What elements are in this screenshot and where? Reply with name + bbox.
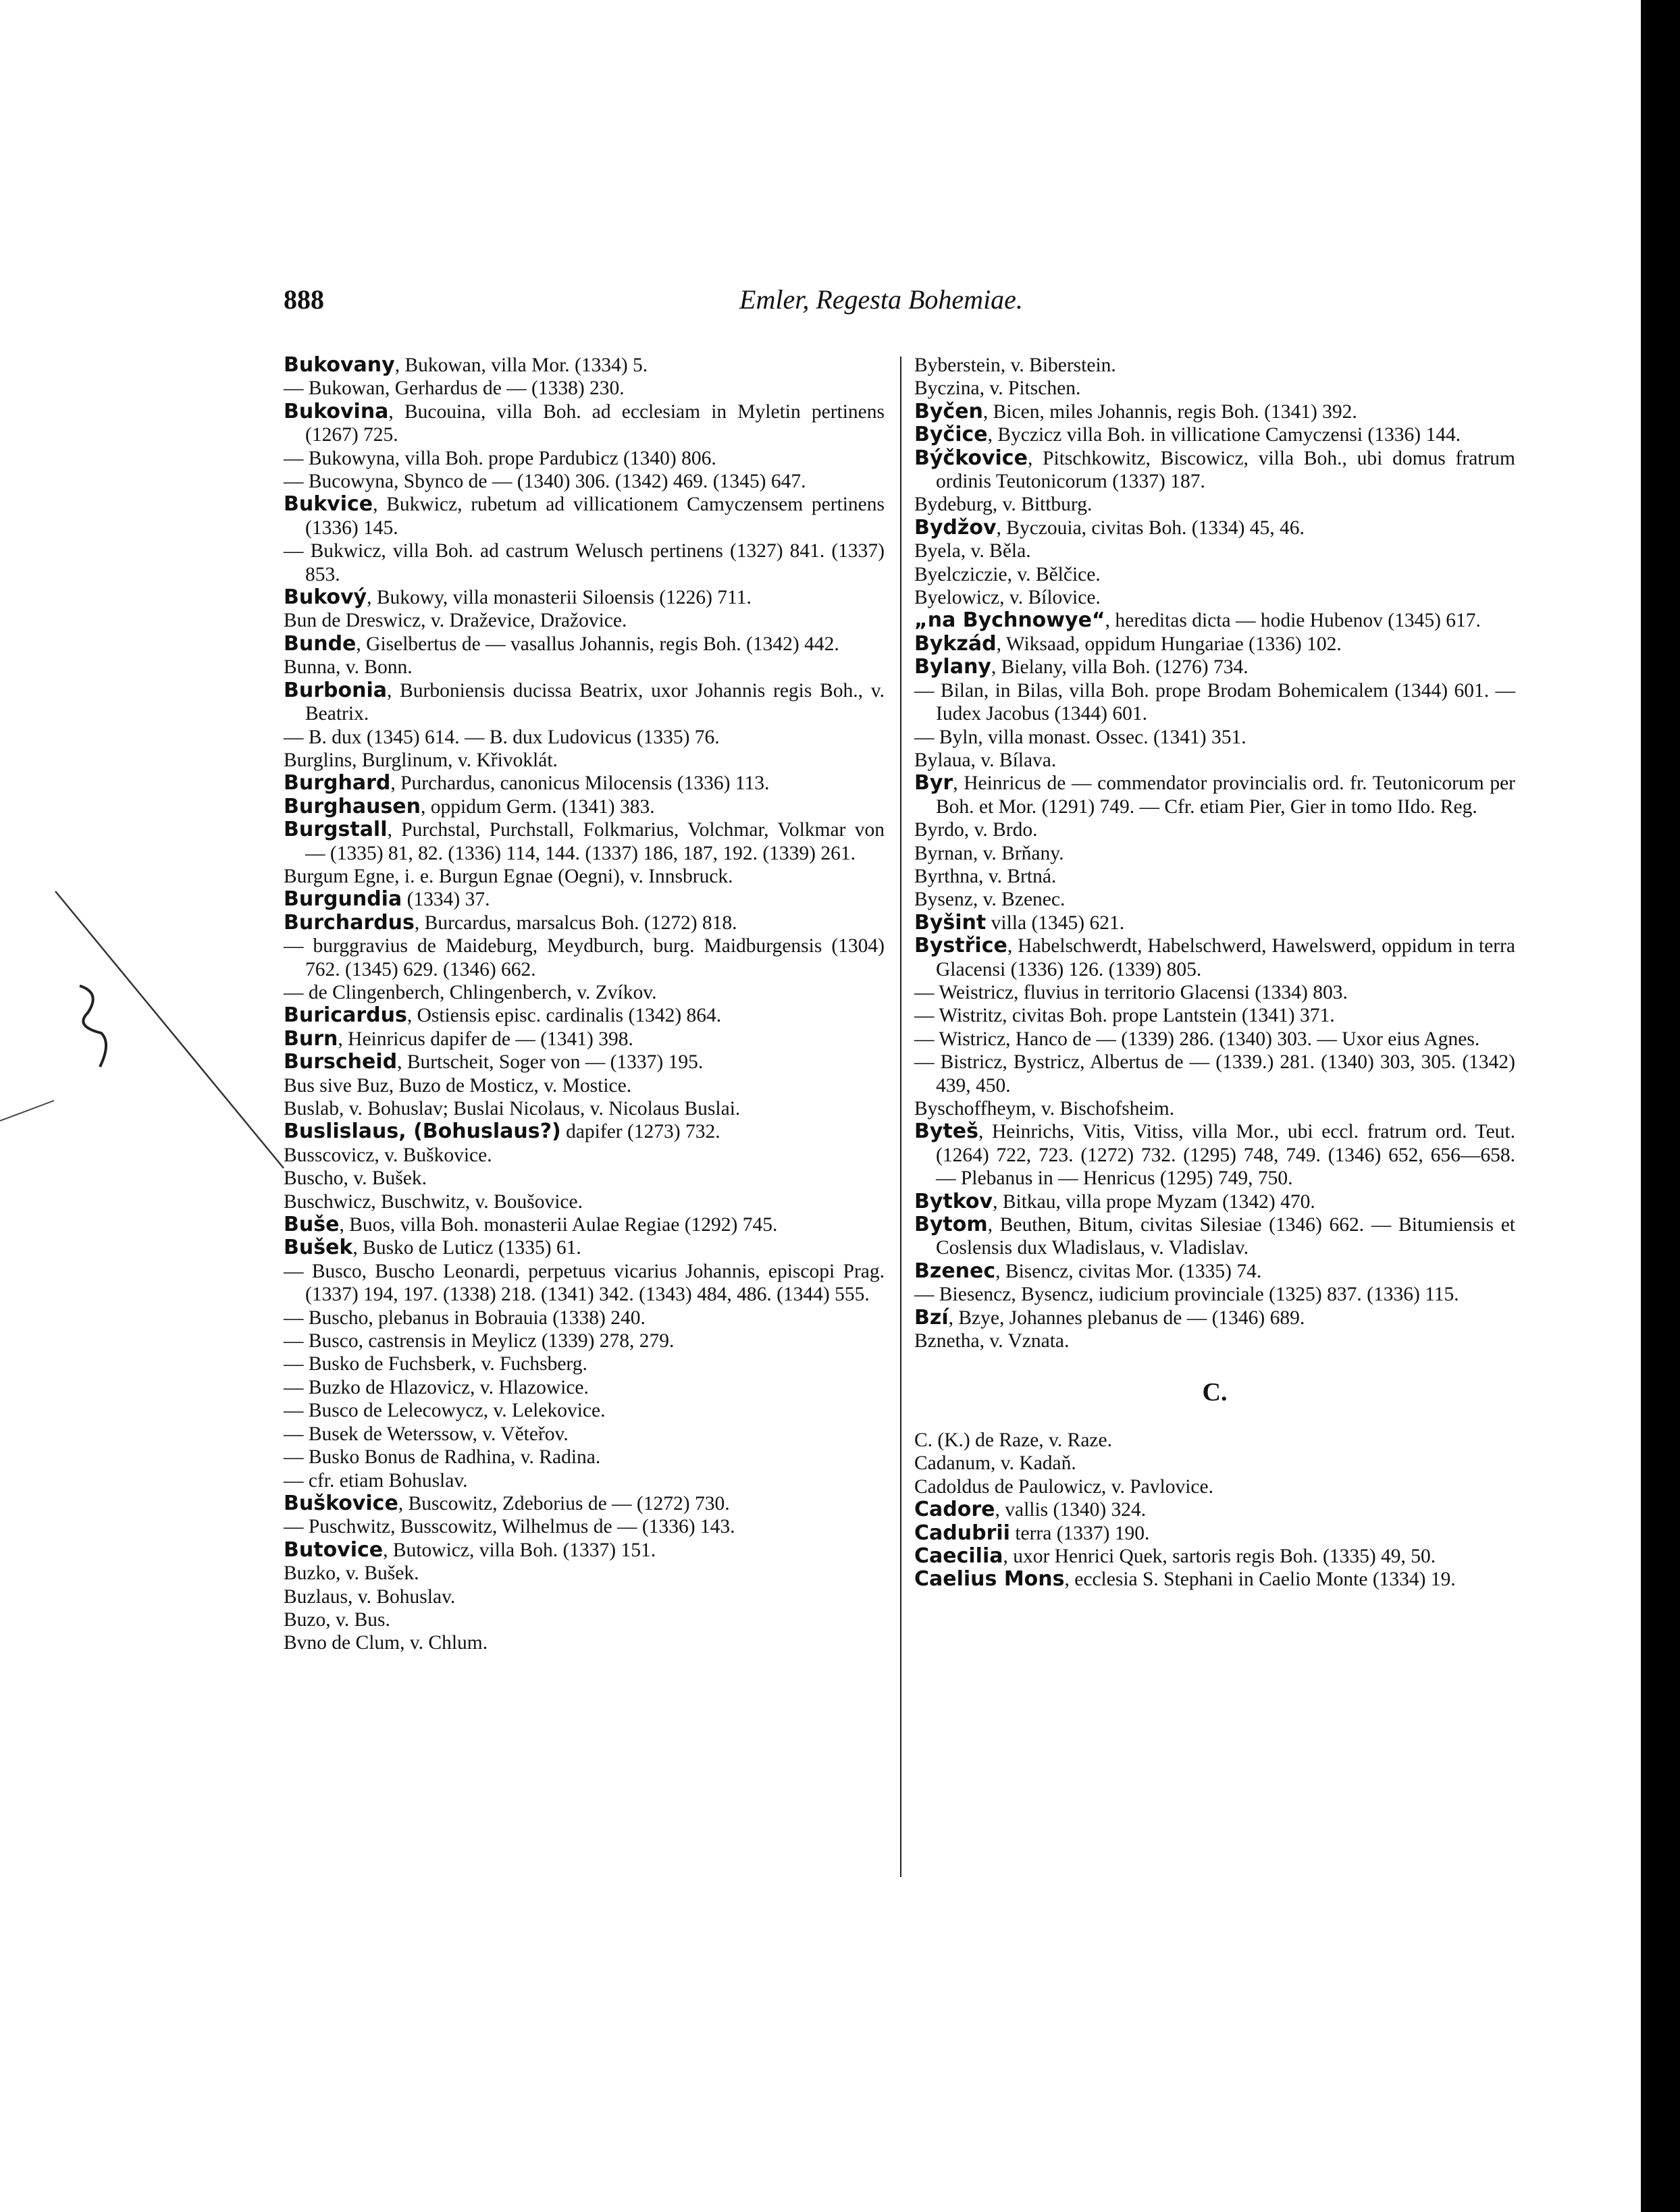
- index-entry: [914, 563, 1515, 586]
- index-entry: [914, 609, 1515, 632]
- entry-text: — Wistricz, Hanco de — (1339) 286. (1340) 303. — Uxor eius Agnes.: [914, 1028, 1480, 1050]
- entry-text: Bvno de Clum, v. Chlum.: [284, 1632, 488, 1654]
- index-entry: [914, 1522, 1515, 1545]
- index-entry: [284, 1352, 885, 1375]
- entry-text: villa (1345) 621.: [986, 912, 1125, 934]
- entry-text: Byela, v. Běla.: [914, 540, 1031, 562]
- scan-pencil-mark: [80, 986, 106, 1067]
- index-entry: [914, 1190, 1515, 1213]
- entry-headword: Burghausen: [284, 794, 421, 818]
- index-entry: [284, 1492, 885, 1515]
- index-entry: [284, 539, 885, 586]
- index-entry: [284, 609, 885, 632]
- entry-text: , Purchstal, Purchstall, Folkmarius, Volchmar, Volkmar von — (1335) 81, 82. (1336) 114, 144. (1337) 186, 187, 192. (1339) 261.: [305, 819, 885, 864]
- entry-headword: Byčen: [914, 399, 983, 423]
- entry-headword: Burscheid: [284, 1050, 398, 1074]
- entry-headword: Buškovice: [284, 1491, 398, 1515]
- index-entry: [284, 354, 885, 377]
- entry-text: Byelowicz, v. Bílovice.: [914, 587, 1101, 609]
- index-entry: [914, 749, 1515, 772]
- entry-text: Bylaua, v. Bílava.: [914, 749, 1057, 771]
- index-entry: [914, 517, 1515, 539]
- entry-text: , Bukwicz, rubetum ad villicationem Camyczensem pertinens (1336) 145.: [305, 494, 885, 539]
- entry-text: Cadoldus de Paulowicz, v. Pavlovice.: [914, 1475, 1213, 1498]
- index-entry: [914, 1004, 1515, 1027]
- entry-text: (1334) 37.: [402, 889, 490, 911]
- entry-headword: Bydžov: [914, 515, 997, 539]
- entry-text: , ecclesia S. Stephani in Caelio Monte (1334) 19.: [1064, 1569, 1456, 1591]
- entry-text: — Bukowyna, villa Boh. prope Pardubicz (1340) 806.: [284, 447, 716, 469]
- entry-text: — Biesencz, Bysencz, iudicium provinciale (1325) 837. (1336) 115.: [914, 1284, 1459, 1306]
- index-entry: [914, 1051, 1515, 1097]
- index-entry: [914, 842, 1515, 865]
- index-entry: [914, 818, 1515, 841]
- index-entry: [284, 400, 885, 447]
- entry-headword: Buslislaus, (Bohuslaus?): [284, 1120, 561, 1144]
- entry-text: Buzo, v. Bus.: [284, 1608, 390, 1631]
- entry-text: Bus sive Buz, Buzo de Mosticz, v. Mostice.: [284, 1074, 632, 1097]
- entry-text: — Buzko de Hlazovicz, v. Hlazowice.: [284, 1376, 589, 1398]
- index-entry: [914, 377, 1515, 400]
- index-entry: [284, 679, 885, 726]
- entry-headword: Bylany: [914, 655, 991, 679]
- entry-text: Byschoffheym, v. Bischofsheim.: [914, 1098, 1175, 1120]
- entry-text: , Bukowy, villa monasterii Siloensis (1226) 711.: [367, 587, 752, 609]
- page-number: 888: [284, 284, 324, 315]
- entry-text: Burglins, Burglinum, v. Křivoklát.: [284, 749, 558, 771]
- index-entry: [914, 1429, 1515, 1452]
- index-entry: [284, 749, 885, 772]
- entry-headword: Byteš: [914, 1120, 978, 1144]
- entry-text: , Busko de Luticz (1335) 61.: [352, 1237, 581, 1259]
- index-entry: [284, 981, 885, 1004]
- index-entry: [914, 1475, 1515, 1498]
- entry-text: — Busco, castrensis in Meylicz (1339) 278, 279.: [284, 1330, 675, 1352]
- index-entry: [914, 1329, 1515, 1352]
- index-entry: [284, 1585, 885, 1608]
- index-entry: [284, 1376, 885, 1399]
- entry-text: — de Clingenberch, Chlingenberch, v. Zvíkov.: [284, 981, 657, 1003]
- index-entry: [914, 1120, 1515, 1190]
- index-entry: [284, 1190, 885, 1213]
- entry-text: , Byczicz villa Boh. in villicatione Camyczensi (1336) 144.: [987, 424, 1461, 446]
- entry-headword: Byr: [914, 771, 953, 795]
- entry-text: — cfr. etiam Bohuslav.: [284, 1469, 468, 1492]
- entry-headword: Burchardus: [284, 910, 415, 934]
- index-entry: [284, 447, 885, 470]
- entry-text: — Busko de Fuchsberk, v. Fuchsberg.: [284, 1353, 587, 1375]
- entry-headword: Bunde: [284, 631, 357, 656]
- index-entry: [284, 1074, 885, 1097]
- entry-text: Cadanum, v. Kadaň.: [914, 1452, 1076, 1475]
- index-entry: [914, 726, 1515, 749]
- entry-headword: Býčkovice: [914, 446, 1028, 470]
- entry-headword: Bzenec: [914, 1259, 996, 1283]
- index-entry: [284, 1051, 885, 1074]
- entry-text: , Burboniensis ducissa Beatrix, uxor Johannis regis Boh., v. Beatrix.: [305, 679, 885, 725]
- index-entry: [914, 772, 1515, 818]
- index-entry: [284, 1423, 885, 1446]
- entry-headword: Byšint: [914, 910, 987, 934]
- entry-text: Buzlaus, v. Bohuslav.: [284, 1585, 456, 1608]
- index-entry: [284, 1120, 885, 1143]
- entry-text: , vallis (1340) 324.: [995, 1499, 1147, 1521]
- index-entry: [914, 1260, 1515, 1283]
- entry-text: , hereditas dicta — hodie Hubenov (1345) 617.: [1105, 610, 1481, 632]
- index-entry: [914, 1028, 1515, 1051]
- index-entry: [284, 1236, 885, 1259]
- entry-text: Byberstein, v. Biberstein.: [914, 354, 1116, 376]
- index-entry: [914, 633, 1515, 656]
- entry-text: Bznetha, v. Vznata.: [914, 1330, 1070, 1352]
- entry-headword: Burn: [284, 1026, 338, 1051]
- entry-text: , Buos, villa Boh. monasterii Aulae Regiae (1292) 745.: [339, 1214, 778, 1236]
- entry-text: — Bukowan, Gerhardus de — (1338) 230.: [284, 377, 625, 400]
- entry-text: , Bzye, Johannes plebanus de — (1346) 689.: [948, 1307, 1305, 1329]
- index-entry: [284, 888, 885, 911]
- entry-headword: Caecilia: [914, 1544, 1003, 1568]
- index-entry: [914, 865, 1515, 888]
- entry-headword: Bytkov: [914, 1189, 993, 1213]
- entry-headword: Bystřice: [914, 934, 1007, 958]
- index-entry: [914, 1213, 1515, 1260]
- entry-text: Bydeburg, v. Bittburg.: [914, 494, 1093, 516]
- index-entry: [284, 586, 885, 609]
- scan-page-edge: [1641, 0, 1680, 2212]
- entry-text: — Bucowyna, Sbynco de — (1340) 306. (1342) 469. (1345) 647.: [284, 471, 806, 493]
- running-title: Emler, Regesta Bohemiae.: [739, 284, 1023, 315]
- entry-text: terra (1337) 190.: [1009, 1522, 1150, 1544]
- index-entry: [914, 1568, 1515, 1591]
- index-entry: [284, 1213, 885, 1236]
- entry-headword: Burgundia: [284, 887, 402, 912]
- index-entry: [284, 1144, 885, 1167]
- index-entry: [284, 726, 885, 749]
- entry-text: , Burtscheit, Soger von — (1337) 195.: [397, 1051, 704, 1074]
- index-entry: [914, 934, 1515, 981]
- entry-text: , Heinricus dapifer de — (1341) 398.: [338, 1028, 633, 1050]
- entry-text: , uxor Henrici Quek, sartoris regis Boh. (1335) 49, 50.: [1003, 1545, 1436, 1567]
- entry-headword: Bzí: [914, 1305, 949, 1329]
- entry-headword: „na Bychnowye“: [914, 608, 1105, 633]
- entry-text: dapifer (1273) 732.: [560, 1121, 720, 1143]
- entry-text: Buscho, v. Bušek.: [284, 1167, 427, 1190]
- index-entry: [284, 377, 885, 400]
- index-entry: [284, 818, 885, 865]
- entry-text: , Purchardus, canonicus Milocensis (1336) 113.: [390, 772, 770, 795]
- index-entry: [914, 493, 1515, 516]
- entry-text: Bysenz, v. Bzenec.: [914, 889, 1066, 911]
- entry-text: Buschwicz, Buschwitz, v. Boušovice.: [284, 1190, 583, 1213]
- entry-text: — Busek de Weterssow, v. Věteřov.: [284, 1423, 569, 1445]
- entry-headword: Burghard: [284, 771, 391, 795]
- entry-headword: Burgstall: [284, 818, 388, 842]
- entry-text: , Burcardus, marsalcus Boh. (1272) 818.: [414, 912, 737, 934]
- entry-text: Byelcziczie, v. Bělčice.: [914, 563, 1101, 585]
- entry-text: Buzko, v. Bušek.: [284, 1562, 419, 1585]
- entry-text: — Byln, villa monast. Ossec. (1341) 351.: [914, 726, 1246, 748]
- entry-text: — B. dux (1345) 614. — B. dux Ludovicus (1335) 76.: [284, 726, 720, 748]
- index-entry: [914, 912, 1515, 934]
- index-entry: [284, 1307, 885, 1329]
- index-entry: [284, 1469, 885, 1492]
- index-entry: [914, 888, 1515, 911]
- entry-text: , Bielany, villa Boh. (1276) 734.: [991, 656, 1249, 679]
- index-entry: [914, 981, 1515, 1004]
- entry-text: — Buscho, plebanus in Bobrauia (1338) 240.: [284, 1307, 646, 1329]
- index-entry: [284, 656, 885, 679]
- index-entry: [914, 539, 1515, 562]
- index-entry: [284, 1608, 885, 1631]
- entry-headword: Butovice: [284, 1537, 384, 1562]
- entry-headword: Bukvice: [284, 492, 373, 517]
- entry-text: — Puschwitz, Busscowitz, Wilhelmus de — (1336) 143.: [284, 1516, 735, 1538]
- index-entry: [284, 1260, 885, 1307]
- entry-text: , Bitkau, villa prope Myzam (1342) 470.: [993, 1190, 1315, 1213]
- entry-text: , Byczouia, civitas Boh. (1334) 45, 46.: [996, 517, 1305, 539]
- right-column: [914, 354, 1515, 1591]
- entry-text: , Bisencz, civitas Mor. (1335) 74.: [995, 1260, 1262, 1282]
- entry-headword: Caelius Mons: [914, 1567, 1065, 1591]
- entry-text: — Bukwicz, villa Boh. ad castrum Welusch pertinens (1327) 841. (1337) 853.: [284, 540, 885, 585]
- entry-text: — Bilan, in Bilas, villa Boh. prope Brodam Bohemicalem (1344) 601. — Iudex Jacobus (1344) 601.: [914, 679, 1515, 725]
- entry-text: — burggravius de Maideburg, Meydburch, burg. Maidburgensis (1304) 762. (1345) 629. (1346) 662.: [284, 935, 885, 980]
- entry-text: — Busco de Lelecowycz, v. Lelekovice.: [284, 1400, 606, 1422]
- entry-headword: Bukovany: [284, 353, 395, 377]
- entry-text: Burgum Egne, i. e. Burgun Egnae (Oegni), v. Innsbruck.: [284, 865, 733, 887]
- index-entry: [284, 795, 885, 818]
- section-letter: C.: [1202, 1378, 1228, 1407]
- index-entry: [284, 1004, 885, 1027]
- index-entry: [914, 1452, 1515, 1475]
- column-divider: [900, 357, 901, 1877]
- entry-text: , Ostiensis episc. cardinalis (1342) 864.: [406, 1005, 722, 1027]
- entry-text: — Wistritz, civitas Boh. prope Lantstein (1341) 371.: [914, 1005, 1335, 1027]
- index-entry: [914, 1498, 1515, 1521]
- index-entry: [914, 586, 1515, 609]
- page-header: [284, 284, 1479, 324]
- entry-text: Byrdo, v. Brdo.: [914, 819, 1038, 841]
- entry-text: Bun de Dreswicz, v. Draževice, Dražovice.: [284, 610, 627, 632]
- entry-text: , Wiksaad, oppidum Hungariae (1336) 102.: [996, 633, 1342, 655]
- entry-text: , Bukowan, villa Mor. (1334) 5.: [394, 354, 648, 376]
- index-entry: [914, 1307, 1515, 1329]
- entry-text: , oppidum Germ. (1341) 383.: [421, 795, 655, 818]
- entry-text: , Butowicz, villa Boh. (1337) 151.: [383, 1539, 656, 1561]
- entry-text: , Beuthen, Bitum, civitas Silesiae (1346) 662. — Bitumiensis et Coslensis dux Wladislaus, v. Vladislav.: [936, 1214, 1515, 1259]
- index-entry: [284, 493, 885, 539]
- entries-b: [914, 354, 1515, 1352]
- entry-text: C. (K.) de Raze, v. Raze.: [914, 1429, 1112, 1451]
- index-entry: [284, 1539, 885, 1562]
- index-entry: [284, 1028, 885, 1051]
- entry-text: , Bucouina, villa Boh. ad ecclesiam in Myletin pertinens (1267) 725.: [305, 400, 885, 446]
- entry-headword: Bušek: [284, 1236, 353, 1260]
- entry-headword: Cadubrii: [914, 1521, 1010, 1545]
- entry-headword: Buricardus: [284, 1003, 407, 1028]
- index-entry: [914, 447, 1515, 494]
- index-entry: [284, 1515, 885, 1538]
- entry-text: — Busko Bonus de Radhina, v. Radina.: [284, 1446, 601, 1469]
- entry-text: — Busco, Buscho Leonardi, perpetuus vicarius Johannis, episcopi Prag. (1337) 194, 197. (1338) 218. (1341) 342. (1343) 484, 486. (1344) 555.: [284, 1260, 885, 1306]
- entry-text: Byrnan, v. Brňany.: [914, 842, 1064, 864]
- entry-text: , Habelschwerdt, Habelschwerd, Hawelswerd, oppidum in terra Glacensi (1336) 126. (1339) 805.: [936, 935, 1515, 980]
- index-entry: [914, 656, 1515, 679]
- entry-text: Bunna, v. Bonn.: [284, 656, 413, 679]
- entry-text: , Giselbertus de — vasallus Johannis, regis Boh. (1342) 442.: [356, 633, 839, 655]
- entry-headword: Bukovina: [284, 399, 389, 423]
- entry-text: Byrthna, v. Brtná.: [914, 865, 1057, 887]
- entry-text: , Buscowitz, Zdeborius de — (1272) 730.: [398, 1492, 730, 1515]
- left-column: [284, 354, 885, 1655]
- entry-headword: Cadore: [914, 1498, 995, 1522]
- index-entry: [914, 679, 1515, 726]
- index-entry: [914, 1097, 1515, 1120]
- index-entry: [284, 934, 885, 981]
- index-entry: [284, 1631, 885, 1654]
- index-entry: [284, 1097, 885, 1120]
- index-entry: [284, 1167, 885, 1190]
- entry-text: Byczina, v. Pitschen.: [914, 377, 1081, 400]
- index-entry: [914, 400, 1515, 423]
- entry-headword: Buše: [284, 1213, 340, 1237]
- index-entry: [284, 912, 885, 934]
- entry-headword: Bytom: [914, 1213, 988, 1237]
- entry-text: Buslab, v. Bohuslav; Buslai Nicolaus, v. Nicolaus Buslai.: [284, 1098, 741, 1120]
- entry-text: — Weistricz, fluvius in territorio Glacensi (1334) 803.: [914, 981, 1348, 1003]
- index-entry: [914, 423, 1515, 446]
- index-entry: [914, 1545, 1515, 1568]
- entry-headword: Bukový: [284, 585, 367, 610]
- entries-c: [914, 1429, 1515, 1591]
- entry-text: , Heinricus de — commendator provincialis ord. fr. Teutonicorum per Boh. et Mor. (1291) 749. — Cfr. etiam Pier, Gier in tomo IIdo. Reg.: [936, 772, 1515, 818]
- entry-text: , Pitschkowitz, Biscowicz, villa Boh., ubi domus fratrum ordinis Teutonicorum (1337) 187.: [936, 447, 1515, 493]
- index-entry: [284, 772, 885, 795]
- index-entry: [284, 633, 885, 656]
- entry-headword: Bykzád: [914, 631, 997, 656]
- entry-headword: Burbonia: [284, 678, 387, 702]
- index-entry: [284, 865, 885, 888]
- index-entry: [914, 1283, 1515, 1306]
- entry-text: , Heinrichs, Vitis, Vitiss, villa Mor., ubi eccl. fratrum ord. Teut. (1264) 722, 723. (1272) 732. (1295) 748, 749. (1346) 652, 656—658. — Plebanus in — Henricus (1295) 749, 750.: [936, 1121, 1515, 1190]
- index-entry: [284, 1446, 885, 1469]
- index-entry: [284, 1329, 885, 1352]
- index-entry: [914, 354, 1515, 377]
- entry-text: — Bistricz, Bystricz, Albertus de — (1339.) 281. (1340) 303, 305. (1342) 439, 450.: [914, 1051, 1515, 1097]
- entry-headword: Byčice: [914, 423, 988, 447]
- entry-text: Busscovicz, v. Buškovice.: [284, 1144, 492, 1166]
- index-entry: [284, 1562, 885, 1585]
- index-entry: [284, 470, 885, 493]
- index-entry: [284, 1399, 885, 1422]
- entry-text: , Bicen, miles Johannis, regis Boh. (1341) 392.: [982, 400, 1357, 423]
